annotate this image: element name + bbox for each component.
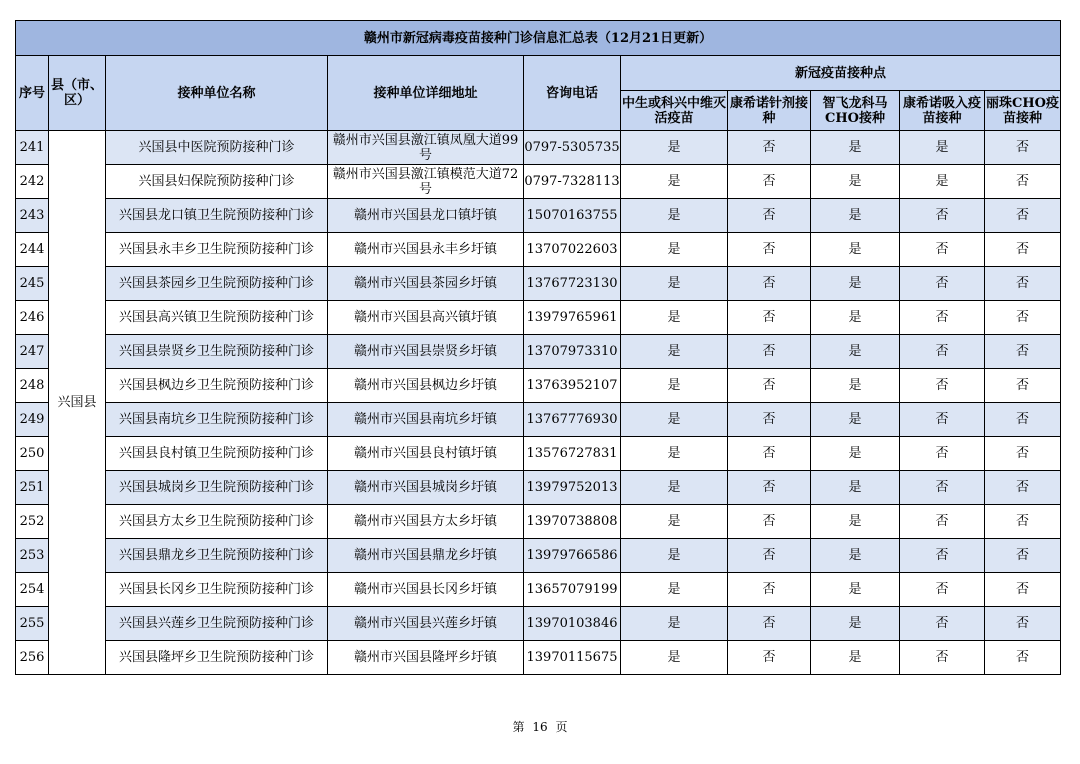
row-address: 赣州市兴国县高兴镇圩镇 xyxy=(328,301,524,335)
row-vaccine-4: 否 xyxy=(900,539,985,573)
header-county: 县（市、区） xyxy=(49,56,106,131)
row-phone: 13763952107 xyxy=(524,369,621,403)
row-vaccine-1: 是 xyxy=(621,369,728,403)
row-vaccine-3: 是 xyxy=(811,369,900,403)
row-seq: 249 xyxy=(16,403,49,437)
row-seq: 255 xyxy=(16,607,49,641)
row-vaccine-2: 否 xyxy=(728,165,811,199)
row-address: 赣州市兴国县激江镇模范大道72号 xyxy=(328,165,524,199)
row-vaccine-5: 否 xyxy=(985,403,1061,437)
row-vaccine-4: 否 xyxy=(900,471,985,505)
header-phone: 咨询电话 xyxy=(524,56,621,131)
row-seq: 242 xyxy=(16,165,49,199)
row-unit-name: 兴国县枫边乡卫生院预防接种门诊 xyxy=(106,369,328,403)
row-vaccine-2: 否 xyxy=(728,641,811,675)
row-vaccine-3: 是 xyxy=(811,641,900,675)
row-seq: 254 xyxy=(16,573,49,607)
row-vaccine-4: 否 xyxy=(900,233,985,267)
row-vaccine-2: 否 xyxy=(728,199,811,233)
row-address: 赣州市兴国县崇贤乡圩镇 xyxy=(328,335,524,369)
header-vaccine-group: 新冠疫苗接种点 xyxy=(621,56,1061,91)
table-row xyxy=(16,437,1061,471)
table-row xyxy=(16,199,1061,233)
row-phone: 0797-5305735 xyxy=(524,131,621,165)
row-vaccine-1: 是 xyxy=(621,539,728,573)
row-unit-name: 兴国县良村镇卫生院预防接种门诊 xyxy=(106,437,328,471)
row-address: 赣州市兴国县南坑乡圩镇 xyxy=(328,403,524,437)
header-vaccine-3: 智飞龙科马CHO接种 xyxy=(811,91,900,131)
row-vaccine-4: 否 xyxy=(900,267,985,301)
row-vaccine-4: 否 xyxy=(900,403,985,437)
row-address: 赣州市兴国县方太乡圩镇 xyxy=(328,505,524,539)
row-address: 赣州市兴国县枫边乡圩镇 xyxy=(328,369,524,403)
row-address: 赣州市兴国县良村镇圩镇 xyxy=(328,437,524,471)
row-vaccine-1: 是 xyxy=(621,437,728,471)
row-vaccine-3: 是 xyxy=(811,607,900,641)
row-seq: 252 xyxy=(16,505,49,539)
row-unit-name: 兴国县高兴镇卫生院预防接种门诊 xyxy=(106,301,328,335)
row-unit-name: 兴国县龙口镇卫生院预防接种门诊 xyxy=(106,199,328,233)
row-seq: 244 xyxy=(16,233,49,267)
row-vaccine-3: 是 xyxy=(811,335,900,369)
row-phone: 13970738808 xyxy=(524,505,621,539)
row-vaccine-1: 是 xyxy=(621,267,728,301)
row-vaccine-4: 否 xyxy=(900,301,985,335)
row-unit-name: 兴国县方太乡卫生院预防接种门诊 xyxy=(106,505,328,539)
row-vaccine-4: 否 xyxy=(900,437,985,471)
row-phone: 13657079199 xyxy=(524,573,621,607)
row-vaccine-3: 是 xyxy=(811,539,900,573)
row-address: 赣州市兴国县鼎龙乡圩镇 xyxy=(328,539,524,573)
row-unit-name: 兴国县崇贤乡卫生院预防接种门诊 xyxy=(106,335,328,369)
row-phone: 13970115675 xyxy=(524,641,621,675)
row-vaccine-2: 否 xyxy=(728,471,811,505)
row-seq: 248 xyxy=(16,369,49,403)
row-vaccine-5: 否 xyxy=(985,335,1061,369)
header-vaccine-1: 中生或科兴中维灭活疫苗 xyxy=(621,91,728,131)
row-vaccine-2: 否 xyxy=(728,607,811,641)
row-vaccine-5: 否 xyxy=(985,369,1061,403)
row-vaccine-4: 否 xyxy=(900,641,985,675)
row-vaccine-1: 是 xyxy=(621,165,728,199)
row-seq: 256 xyxy=(16,641,49,675)
table-row xyxy=(16,233,1061,267)
row-seq: 250 xyxy=(16,437,49,471)
header-vaccine-5: 丽珠CHO疫苗接种 xyxy=(985,91,1061,131)
row-vaccine-5: 否 xyxy=(985,199,1061,233)
row-unit-name: 兴国县城岗乡卫生院预防接种门诊 xyxy=(106,471,328,505)
row-vaccine-1: 是 xyxy=(621,335,728,369)
row-seq: 246 xyxy=(16,301,49,335)
row-address: 赣州市兴国县兴莲乡圩镇 xyxy=(328,607,524,641)
row-vaccine-1: 是 xyxy=(621,641,728,675)
row-vaccine-4: 否 xyxy=(900,573,985,607)
table-body xyxy=(16,131,1061,675)
row-vaccine-5: 否 xyxy=(985,607,1061,641)
row-vaccine-5: 否 xyxy=(985,267,1061,301)
row-address: 赣州市兴国县长冈乡圩镇 xyxy=(328,573,524,607)
row-address: 赣州市兴国县城岗乡圩镇 xyxy=(328,471,524,505)
row-vaccine-5: 否 xyxy=(985,131,1061,165)
row-vaccine-1: 是 xyxy=(621,573,728,607)
row-seq: 251 xyxy=(16,471,49,505)
row-vaccine-2: 否 xyxy=(728,335,811,369)
row-vaccine-4: 否 xyxy=(900,199,985,233)
row-vaccine-5: 否 xyxy=(985,539,1061,573)
row-vaccine-2: 否 xyxy=(728,301,811,335)
table-row xyxy=(16,573,1061,607)
row-vaccine-3: 是 xyxy=(811,131,900,165)
table-row xyxy=(16,505,1061,539)
table-row xyxy=(16,165,1061,199)
row-vaccine-1: 是 xyxy=(621,131,728,165)
row-unit-name: 兴国县兴莲乡卫生院预防接种门诊 xyxy=(106,607,328,641)
row-vaccine-1: 是 xyxy=(621,471,728,505)
row-vaccine-5: 否 xyxy=(985,301,1061,335)
row-address: 赣州市兴国县隆坪乡圩镇 xyxy=(328,641,524,675)
row-vaccine-2: 否 xyxy=(728,573,811,607)
row-vaccine-4: 是 xyxy=(900,165,985,199)
row-vaccine-2: 否 xyxy=(728,505,811,539)
row-vaccine-2: 否 xyxy=(728,437,811,471)
table-row xyxy=(16,607,1061,641)
row-unit-name: 兴国县南坑乡卫生院预防接种门诊 xyxy=(106,403,328,437)
table-row xyxy=(16,131,1061,165)
row-vaccine-2: 否 xyxy=(728,131,811,165)
row-phone: 13576727831 xyxy=(524,437,621,471)
table-row xyxy=(16,641,1061,675)
row-phone: 13707022603 xyxy=(524,233,621,267)
row-vaccine-3: 是 xyxy=(811,165,900,199)
row-vaccine-5: 否 xyxy=(985,233,1061,267)
row-vaccine-1: 是 xyxy=(621,505,728,539)
row-vaccine-4: 否 xyxy=(900,607,985,641)
row-unit-name: 兴国县茶园乡卫生院预防接种门诊 xyxy=(106,267,328,301)
row-phone: 13979766586 xyxy=(524,539,621,573)
table-row xyxy=(16,335,1061,369)
row-unit-name: 兴国县妇保院预防接种门诊 xyxy=(106,165,328,199)
row-vaccine-3: 是 xyxy=(811,233,900,267)
row-seq: 241 xyxy=(16,131,49,165)
header-address: 接种单位详细地址 xyxy=(328,56,524,131)
row-vaccine-1: 是 xyxy=(621,607,728,641)
table-row xyxy=(16,301,1061,335)
table-row xyxy=(16,539,1061,573)
table-title: 赣州市新冠病毒疫苗接种门诊信息汇总表（12月21日更新） xyxy=(16,21,1061,56)
row-address: 赣州市兴国县激江镇凤凰大道99号 xyxy=(328,131,524,165)
row-vaccine-3: 是 xyxy=(811,505,900,539)
row-vaccine-4: 否 xyxy=(900,505,985,539)
footer-suffix: 页 xyxy=(555,720,568,734)
header-seq: 序号 xyxy=(16,56,49,131)
row-vaccine-2: 否 xyxy=(728,233,811,267)
row-phone: 13707973310 xyxy=(524,335,621,369)
table-row xyxy=(16,471,1061,505)
row-vaccine-5: 否 xyxy=(985,437,1061,471)
row-vaccine-3: 是 xyxy=(811,199,900,233)
row-vaccine-2: 否 xyxy=(728,369,811,403)
table-row xyxy=(16,267,1061,301)
row-vaccine-3: 是 xyxy=(811,437,900,471)
row-vaccine-4: 否 xyxy=(900,369,985,403)
vaccination-clinic-table xyxy=(15,20,1061,675)
row-vaccine-2: 否 xyxy=(728,539,811,573)
county-cell: 兴国县 xyxy=(49,131,106,675)
row-phone: 13979765961 xyxy=(524,301,621,335)
row-vaccine-3: 是 xyxy=(811,471,900,505)
page-footer xyxy=(0,718,1080,735)
row-seq: 247 xyxy=(16,335,49,369)
table-row xyxy=(16,369,1061,403)
row-vaccine-1: 是 xyxy=(621,301,728,335)
row-vaccine-2: 否 xyxy=(728,267,811,301)
row-vaccine-5: 否 xyxy=(985,471,1061,505)
row-vaccine-5: 否 xyxy=(985,505,1061,539)
row-vaccine-5: 否 xyxy=(985,573,1061,607)
footer-prefix: 第 xyxy=(512,720,525,734)
row-vaccine-1: 是 xyxy=(621,199,728,233)
row-unit-name: 兴国县长冈乡卫生院预防接种门诊 xyxy=(106,573,328,607)
row-vaccine-3: 是 xyxy=(811,573,900,607)
row-phone: 13767776930 xyxy=(524,403,621,437)
row-unit-name: 兴国县永丰乡卫生院预防接种门诊 xyxy=(106,233,328,267)
row-phone: 13767723130 xyxy=(524,267,621,301)
page-number: 16 xyxy=(532,720,548,734)
row-vaccine-3: 是 xyxy=(811,267,900,301)
row-vaccine-1: 是 xyxy=(621,233,728,267)
row-vaccine-3: 是 xyxy=(811,301,900,335)
row-address: 赣州市兴国县茶园乡圩镇 xyxy=(328,267,524,301)
row-seq: 243 xyxy=(16,199,49,233)
row-seq: 253 xyxy=(16,539,49,573)
table-row xyxy=(16,403,1061,437)
header-unit-name: 接种单位名称 xyxy=(106,56,328,131)
row-vaccine-4: 是 xyxy=(900,131,985,165)
row-phone: 0797-7328113 xyxy=(524,165,621,199)
row-vaccine-1: 是 xyxy=(621,403,728,437)
row-seq: 245 xyxy=(16,267,49,301)
row-address: 赣州市兴国县永丰乡圩镇 xyxy=(328,233,524,267)
row-phone: 15070163755 xyxy=(524,199,621,233)
row-vaccine-2: 否 xyxy=(728,403,811,437)
row-unit-name: 兴国县中医院预防接种门诊 xyxy=(106,131,328,165)
row-vaccine-3: 是 xyxy=(811,403,900,437)
header-vaccine-2: 康希诺针剂接种 xyxy=(728,91,811,131)
row-address: 赣州市兴国县龙口镇圩镇 xyxy=(328,199,524,233)
row-phone: 13970103846 xyxy=(524,607,621,641)
row-vaccine-5: 否 xyxy=(985,165,1061,199)
row-phone: 13979752013 xyxy=(524,471,621,505)
row-vaccine-4: 否 xyxy=(900,335,985,369)
row-unit-name: 兴国县隆坪乡卫生院预防接种门诊 xyxy=(106,641,328,675)
header-vaccine-4: 康希诺吸入疫苗接种 xyxy=(900,91,985,131)
row-vaccine-5: 否 xyxy=(985,641,1061,675)
row-unit-name: 兴国县鼎龙乡卫生院预防接种门诊 xyxy=(106,539,328,573)
